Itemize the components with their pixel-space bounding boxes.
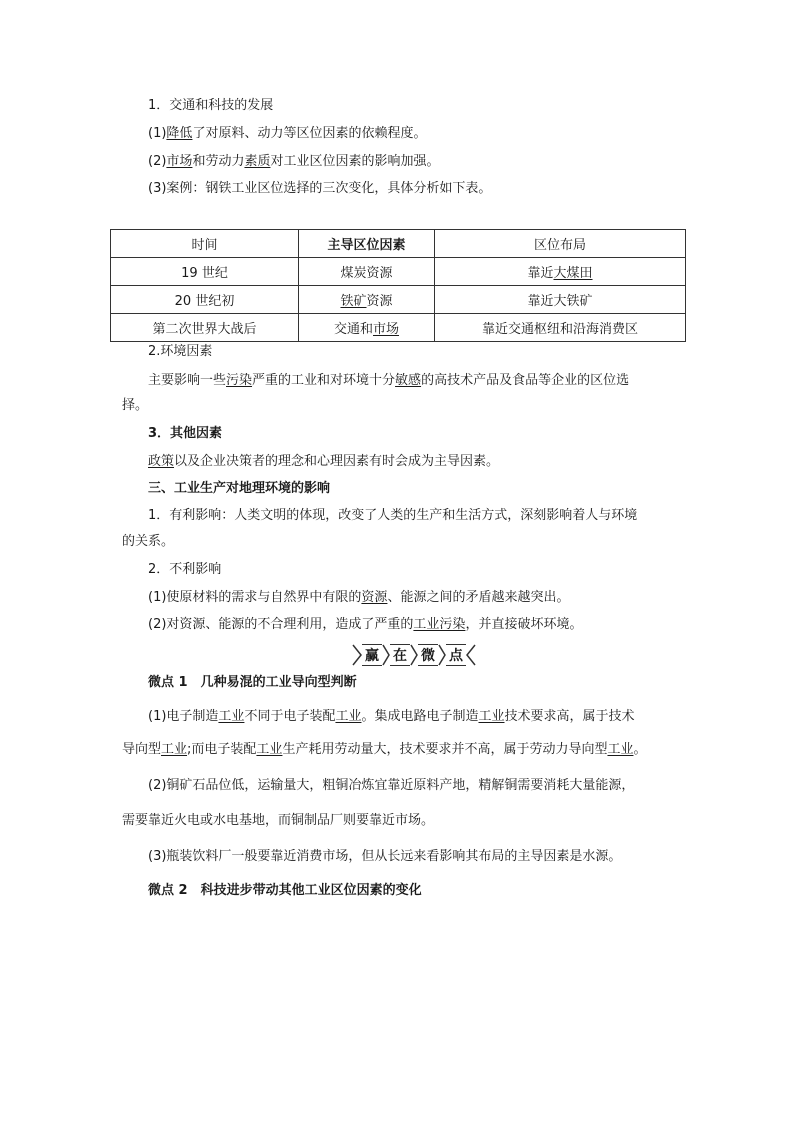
paragraph-reduce-dependence: (1)降低了对原料、动力等区位因素的依赖程度。	[148, 126, 427, 141]
table-row	[111, 314, 686, 342]
heading-environment: 2.环境因素	[148, 344, 213, 359]
table-header-time: 时间	[111, 230, 299, 258]
heading-micro-point-2: 微点 2 科技进步带动其他工业区位因素的变化	[148, 883, 422, 898]
paragraph-favorable-line1: 1．有利影响：人类文明的体现，改变了人类的生产和生活方式，深刻影响着人与环境	[148, 508, 638, 523]
table-cell-factor: 交通和市场	[299, 314, 435, 342]
table-header-row	[111, 230, 686, 258]
paragraph-favorable-line2: 的关系。	[122, 534, 175, 549]
paragraph-micro1-p2-line2: 需要靠近火电或水电基地，而铜制品厂则要靠近市场。	[122, 813, 435, 828]
table-row	[111, 258, 686, 286]
paragraph-micro1-p2-line1: (2)铜矿石品位低，运输量大，粗铜冶炼宜靠近原料产地，精解铜需要消耗大量能源，	[148, 778, 635, 793]
chevron-right-icon	[382, 644, 390, 666]
table-cell-time: 第二次世界大战后	[111, 314, 299, 342]
chevron-left-icon	[466, 644, 476, 666]
table-cell-factor: 煤炭资源	[299, 258, 435, 286]
chevron-right-icon	[438, 644, 446, 666]
table-header-factor: 主导区位因素	[299, 230, 435, 258]
chevron-right-icon	[352, 644, 362, 666]
section-banner	[352, 643, 476, 667]
paragraph-micro1-p1-line1: (1)电子制造工业不同于电子装配工业。集成电路电子制造工业技术要求高，属于技术	[148, 709, 635, 724]
table-cell-layout: 靠近大煤田	[435, 258, 686, 286]
table-cell-layout: 靠近交通枢纽和沿海消费区	[435, 314, 686, 342]
paragraph-policy: 政策以及企业决策者的理念和心理因素有时会成为主导因素。	[148, 454, 500, 469]
paragraph-steel-case: (3)案例：钢铁工业区位选择的三次变化，具体分析如下表。	[148, 181, 492, 196]
heading-impact-on-environment: 三、工业生产对地理环境的影响	[148, 481, 331, 496]
heading-micro-point-1: 微点 1 几种易混的工业导向型判断	[148, 675, 357, 690]
banner-char: 点	[446, 644, 466, 666]
table-cell-layout: 靠近大铁矿	[435, 286, 686, 314]
heading-transport-tech: 1．交通和科技的发展	[148, 98, 274, 113]
table-cell-time: 20 世纪初	[111, 286, 299, 314]
banner-char: 赢	[362, 644, 382, 666]
paragraph-market-influence: (2)市场和劳动力素质对工业区位因素的影响加强。	[148, 154, 440, 169]
table-cell-time: 19 世纪	[111, 258, 299, 286]
paragraph-unfavorable-2: (2)对资源、能源的不合理利用，造成了严重的工业污染，并直接破坏环境。	[148, 617, 583, 632]
paragraph-environment-line2: 择。	[122, 398, 149, 413]
heading-unfavorable: 2．不利影响	[148, 562, 222, 577]
heading-other-factors: 3．其他因素	[148, 426, 223, 441]
table-cell-factor: 铁矿资源	[299, 286, 435, 314]
banner-char: 微	[418, 644, 438, 666]
paragraph-micro1-p1-line2: 导向型工业;而电子装配工业生产耗用劳动量大，技术要求并不高，属于劳动力导向型工业。	[122, 742, 647, 757]
chevron-right-icon	[410, 644, 418, 666]
banner-char: 在	[390, 644, 410, 666]
paragraph-micro1-p3: (3)瓶装饮料厂一般要靠近消费市场，但从长远来看影响其布局的主导因素是水源。	[148, 849, 622, 864]
paragraph-unfavorable-1: (1)使原材料的需求与自然界中有限的资源、能源之间的矛盾越来越突出。	[148, 590, 570, 605]
table-header-layout: 区位布局	[435, 230, 686, 258]
paragraph-environment-line1: 主要影响一些污染严重的工业和对环境十分敏感的高技术产品及食品等企业的区位选	[148, 373, 630, 388]
steel-location-table	[110, 229, 686, 342]
table-row	[111, 286, 686, 314]
